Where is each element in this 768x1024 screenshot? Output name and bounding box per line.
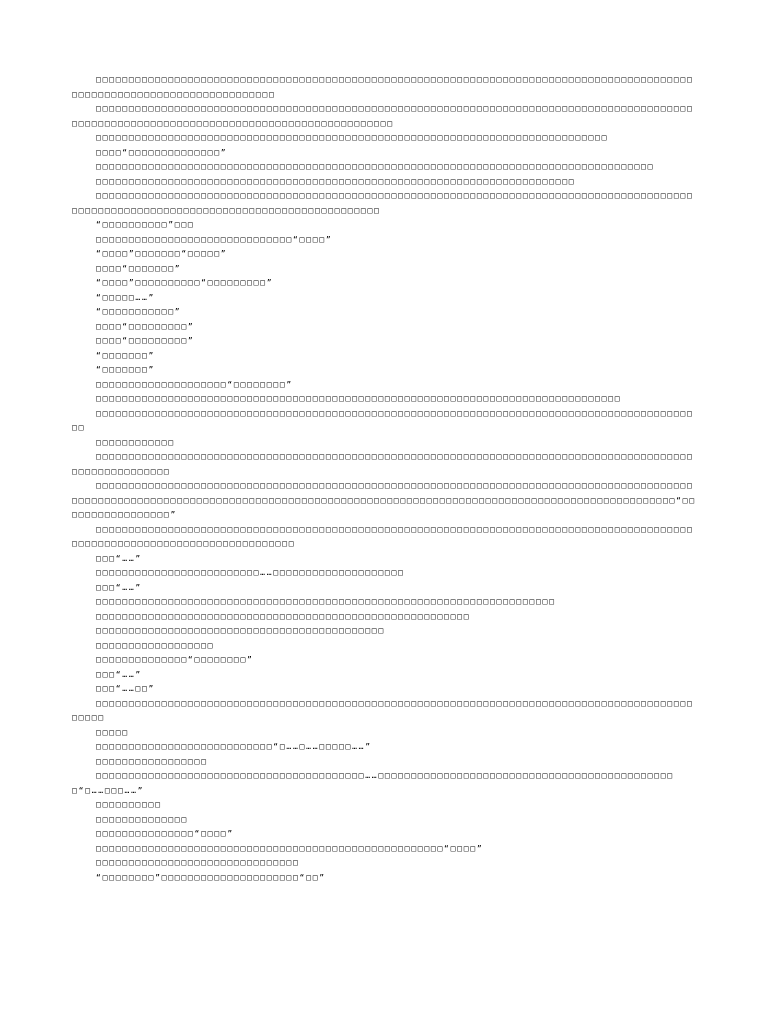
paragraph: □□□□□□□□□□□□□□□□□: [96, 756, 208, 766]
paragraph: □□□□□□□□□□□□□□□□□□□□□□□□□□□□□□□□□□□□□□□□□□□□□□□□□□□□□□□□□□□□□□□□□□□□□□□□□□□□□□: [96, 133, 609, 142]
paragraph: □□□□“□□□□□□□□□”: [96, 321, 195, 331]
paragraph: □□□□□□□□□□□□□□“□□□□□□□□”: [96, 655, 254, 664]
paragraph: □□□□□□□□□□□□□□□□□□□□□□□□□……□□□□□□□□□□□□□□□□□□□□: [96, 568, 405, 577]
paragraph: “□□□□□□□□□□□”: [96, 307, 182, 316]
paragraph: □□□“……”: [96, 582, 142, 592]
paragraph: □□□□“□□□□□□□”: [96, 263, 182, 273]
paragraph: □□□□□□□□□□□□□□□□□□□□□□□□□□□□□□□□□□□□□□□□□□□□□□□□□□□□□□□□□□□□□□□□□□□□□□□□□: [96, 176, 576, 186]
paragraph: “□□□□□……”: [96, 292, 156, 302]
paragraph: □□□□□□□□□□□□□□□□□□□□□□□□□□□□□□□□□□□□□□□□□……□□□□□□□□□□□□□□□□□□□□□□□□□□□□□□□□□□□□□□□□□□□□□□“□……□□□……”: [72, 771, 674, 795]
paragraph: “□□□□”□□□□□□□“□□□□□”: [96, 249, 228, 258]
paragraph: □□□□“□□□□□□□□□”: [96, 336, 195, 345]
paragraph: “□□□□□□□”: [96, 365, 156, 374]
paragraph: □□□□□□□□□□□□□□□“□□□□”: [96, 829, 234, 838]
paragraph: □□□□□□□□□□□□□□□□□□□□□□□□□□□□□□□□□□□□□□□□□□□□□□□□□□□□□□□□□□□□□□□□□□□□□□□□□□□□□□□□□□□□□□□□□□□□□□□□□□□□□□□□□□: [72, 452, 694, 476]
paragraph: □□□□□: [96, 727, 129, 737]
paragraph: □□□□□□□□□□□□□□□□□□□□□□□□□□□□□□□□□□□□□□□□□□□□□□□□□□□□□“□□□□”: [96, 843, 484, 853]
paragraph: □□□□□□□□□□□□□□: [96, 814, 188, 824]
paragraph: □□□□□□□□□□□□□□□□□□□□“□□□□□□□□”: [96, 379, 293, 389]
paragraph: □□□“……□□”: [96, 684, 156, 693]
paragraph: □□□□□□□□□□□□□□□□□□□□□□□□□□□□□□□□□□□□□□□□□□□□□□□□□□□□□□□□□□□□□□□□□□□□□□□□□□□□□□□□□□□□□□□□□□□□□□□□□□□□□□□□□□□□□□□□□□□□□□□□□□: [72, 75, 694, 99]
paragraph: □□□□□□□□□□□□□□□□□□□□□□□□□□□□□□□□□□□□□□□□□□□□□□□□□□□□□□□□□□□□□□□□□□□□□□: [96, 597, 556, 606]
paragraph: □□□□□□□□□□□□□□□□□□□□□□□□□□□□□□□□□□□□□□□□□□□□: [96, 626, 385, 635]
paragraph: □□□“……”: [96, 553, 142, 563]
paragraph: “□□□□”□□□□□□□□□□“□□□□□□□□□”: [96, 278, 274, 287]
paragraph: □□□□□□□□□□□□□□□□□□□□□□□□□□□□□□□□□□□□□□□□□□□□□□□□□□□□□□□□□: [96, 611, 471, 621]
paragraph: □□□□□□□□□□□□□□□□□□□□□□□□□□□□□□□□□□□□□□□□□□□□□□□□□□□□□□□□□□□□□□□□□□□□□□□□□□□□□□□□□□□□□□□□□□□□□□□□□□□□□□□□□□□□□□□□□□□□□□□□□□□□□: [72, 524, 694, 548]
paragraph: □□□□□□□□□□□□□□□□□□: [96, 640, 215, 650]
paragraph: □□□□□□□□□□□□□□□□□□□□□□□□□□□□□□□□□□□□□□□□□□□□□□□□□□□□□□□□□□□□□□□□□□□□□□□□□□□□□□□□□□□□□□□□□□□□□□□□□□□□□□□□□□□□□□□□□□□□□□□□□□□□□□□□□□□□□□□□□□□□□□□□□□□□□□□□□□□□□□□□□□□□□□□□□□□□□□□□□□□□□□□“□□□□□□□□□□□□□□□□□”: [72, 481, 696, 519]
paragraph: □□□□□□□□□□□□□□□□□□□□□□□□□□□□□□□□□□□□□□□□□□□□□□□□□□□□□□□□□□□□□□□□□□□□□□□□□□□□□□□□: [96, 394, 622, 403]
paragraph: □□□□□□□□□□□□□□□□□□□□□□□□□□□□□□□□□□□□□□□□□□□□□□□□□□□□□□□□□□□□□□□□□□□□□□□□□□□□□□□□□□□□□□□□□□□□□□□□: [72, 698, 694, 722]
paragraph: □□□□□□□□□□□□□□□□□□□□□□□□□□□□□□□□□□□□□□□□□□□□□□□□□□□□□□□□□□□□□□□□□□□□□□□□□□□□□□□□□□□□□: [96, 162, 655, 171]
paragraph: □□□□□□□□□□□□: [96, 437, 175, 447]
paragraph: □□□□□□□□□□□□□□□□□□□□□□□□□□□“□……□……□□□□□……”: [96, 742, 372, 751]
paragraph: □□□□□□□□□□□□□□□□□□□□□□□□□□□□□□□□□□□□□□□□□□□□□□□□□□□□□□□□□□□□□□□□□□□□□□□□□□□□□□□□□□□□□□□□□□□□□□□□□□□□□□□□□□□□□□□□□□□□□□□□□□□□□□□□□□□□□□□□□□: [72, 191, 694, 215]
paragraph: □□□□“□□□□□□□□□□□□□□”: [96, 147, 228, 157]
paragraph: □□□□□□□□□□□□□□□□□□□□□□□□□□□□□□□□□□□□□□□□□□□□□□□□□□□□□□□□□□□□□□□□□□□□□□□□□□□□□□□□□□□□□□□□□□□□□: [72, 408, 694, 432]
paragraph: “□□□□□□□□□□”□□□: [96, 220, 195, 229]
paragraph: □□□□□□□□□□□□□□□□□□□□□□□□□□□□□□“□□□□”: [96, 234, 333, 244]
paragraph: □□□□□□□□□□: [96, 800, 162, 809]
paragraph: □□□□□□□□□□□□□□□□□□□□□□□□□□□□□□□: [96, 858, 300, 867]
paragraph: □□□“……”: [96, 669, 142, 679]
paragraph: □□□□□□□□□□□□□□□□□□□□□□□□□□□□□□□□□□□□□□□□□□□□□□□□□□□□□□□□□□□□□□□□□□□□□□□□□□□□□□□□□□□□□□□□□□□□□□□□□□□□□□□□□□□□□□□□□□□□□□□□□□□□□□□□□□□□□□□□□□□□: [72, 104, 694, 128]
document-text: [72, 73, 698, 885]
paragraph: “□□□□□□□□”□□□□□□□□□□□□□□□□□□□□□“□□”: [96, 872, 326, 882]
paragraph: “□□□□□□□”: [96, 350, 156, 360]
